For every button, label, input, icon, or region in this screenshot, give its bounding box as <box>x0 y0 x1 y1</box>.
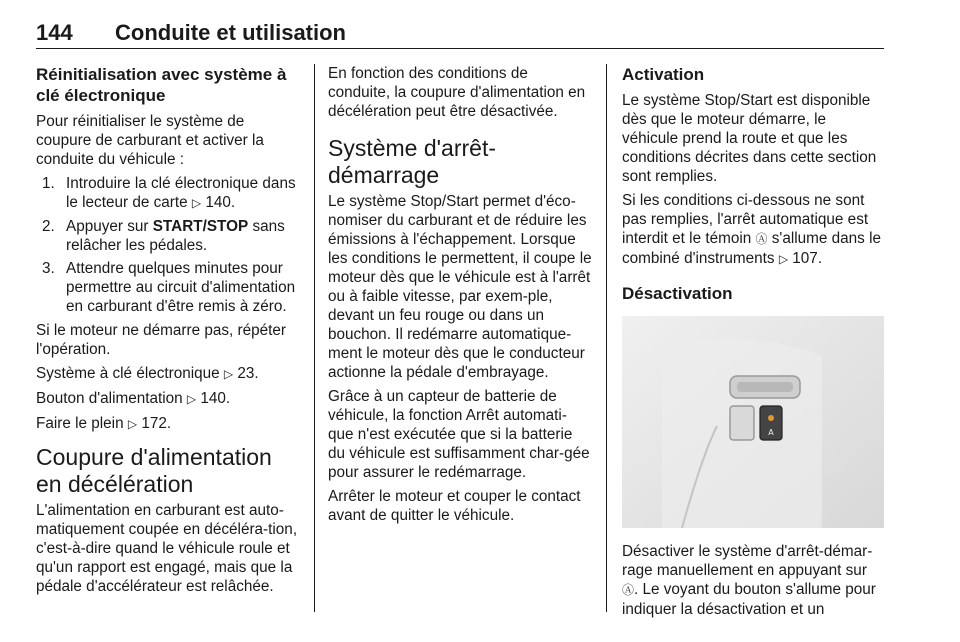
page-ref[interactable]: 107. <box>792 250 823 267</box>
page-number: 144 <box>36 20 73 45</box>
list-item: 2. Appuyer sur START/STOP sans relâcher les pédales. <box>42 218 285 254</box>
dashboard-switch-photo <box>622 316 884 528</box>
page-ref[interactable]: 140. <box>200 390 231 407</box>
section-heading-stop-start: Système d'arrêt-démarrage <box>328 135 496 188</box>
cross-reference: Système à clé électronique ▷ 23. <box>36 365 259 382</box>
section-heading-fuel-cutoff: Coupure d'alimentation en décélération <box>36 444 272 497</box>
page-ref-arrow-icon: ▷ <box>186 392 197 406</box>
paragraph: Si les conditions ci-dessous ne sont pas remplies, l'arrêt automatique est interdit et le témoin Ⓐ s'allume dans le combiné d'instruments ▷ 107. <box>622 192 881 267</box>
button-name: START/STOP <box>152 218 249 235</box>
dashboard-illustration <box>622 316 884 528</box>
list-item: 1. Introduire la clé électronique dans le lecteur de carte ▷ 140. <box>42 175 296 211</box>
list-item: 3. Attendre quelques minutes pour permettre au circuit d'alimentation en carburant d'être remis à zéro. <box>42 260 296 315</box>
column-3 <box>622 64 886 624</box>
page-ref-arrow-icon: ▷ <box>127 417 138 431</box>
column-2 <box>328 64 592 530</box>
paragraph: Grâce à un capteur de batterie de véhicule, la fonction Arrêt automati-que n'est exécutée que si la batterie du véhicule est suffisamment char-gée pour assurer le redémarrage. <box>328 388 590 481</box>
paragraph: Le système Stop/Start permet d'éco-nomiser du carburant et de réduire les émissions à l'échappement. Lorsque les conditions le permettent, il coupe le moteur dès que le véhicule est à l'arrêt ou à faible vitesse, par exem-ple, devant un feu rouge ou dans un bouchon. Il redémarre automatique-ment le moteur dès que le conducteur actionne la pédale d'embrayage. <box>328 193 592 381</box>
paragraph: L'alimentation en carburant est auto-matiquement coupée en décéléra-tion, c'est-à-dire quand le véhicule roule et qu'un rapport est engagé, mais que la pédale d'accélérateur est relâchée. <box>36 502 298 595</box>
autostop-off-icon: Ⓐ <box>622 583 635 597</box>
paragraph: Pour réinitialiser le système de coupure de carburant et activer la conduite du véhicule : <box>36 113 264 168</box>
section-heading-activation: Activation <box>622 65 705 84</box>
column-divider <box>606 64 607 612</box>
paragraph: En fonction des conditions de conduite, la coupure d'alimentation en décélération peut être désactivée. <box>328 65 586 120</box>
page-ref[interactable]: 172. <box>141 415 172 432</box>
page-ref-arrow-icon: ▷ <box>778 252 789 266</box>
paragraph: Le système Stop/Start est disponible dès que le moteur démarre, le véhicule prend la route et que les conditions décrites dans cette section sont remplies. <box>622 92 877 185</box>
cross-reference: Faire le plein ▷ 172. <box>36 415 172 432</box>
svg-text:A: A <box>768 428 774 437</box>
cross-reference: Bouton d'alimentation ▷ 140. <box>36 390 231 407</box>
column-divider <box>314 64 315 612</box>
page-ref-arrow-icon: ▷ <box>191 196 202 210</box>
page-ref-arrow-icon: ▷ <box>223 367 234 381</box>
column-1 <box>36 64 300 601</box>
section-heading-reset: Réinitialisation avec système à clé électronique <box>36 65 287 105</box>
section-heading-deactivation: Désactivation <box>622 284 733 303</box>
steps-list <box>36 174 300 316</box>
page-header <box>36 20 884 49</box>
paragraph: Si le moteur ne démarre pas, répéter l'opération. <box>36 322 286 358</box>
autostop-indicator-icon: Ⓐ <box>755 232 768 246</box>
page-ref[interactable]: 140. <box>205 194 236 211</box>
paragraph: Désactiver le système d'arrêt-démar-rage manuellement en appuyant sur Ⓐ. Le voyant du bouton s'allume pour indiquer la désactivation et un <box>622 543 876 618</box>
chapter-title: Conduite et utilisation <box>115 20 346 45</box>
page-ref[interactable]: 23. <box>237 365 259 382</box>
paragraph: Arrêter le moteur et couper le contact avant de quitter le véhicule. <box>328 488 581 524</box>
